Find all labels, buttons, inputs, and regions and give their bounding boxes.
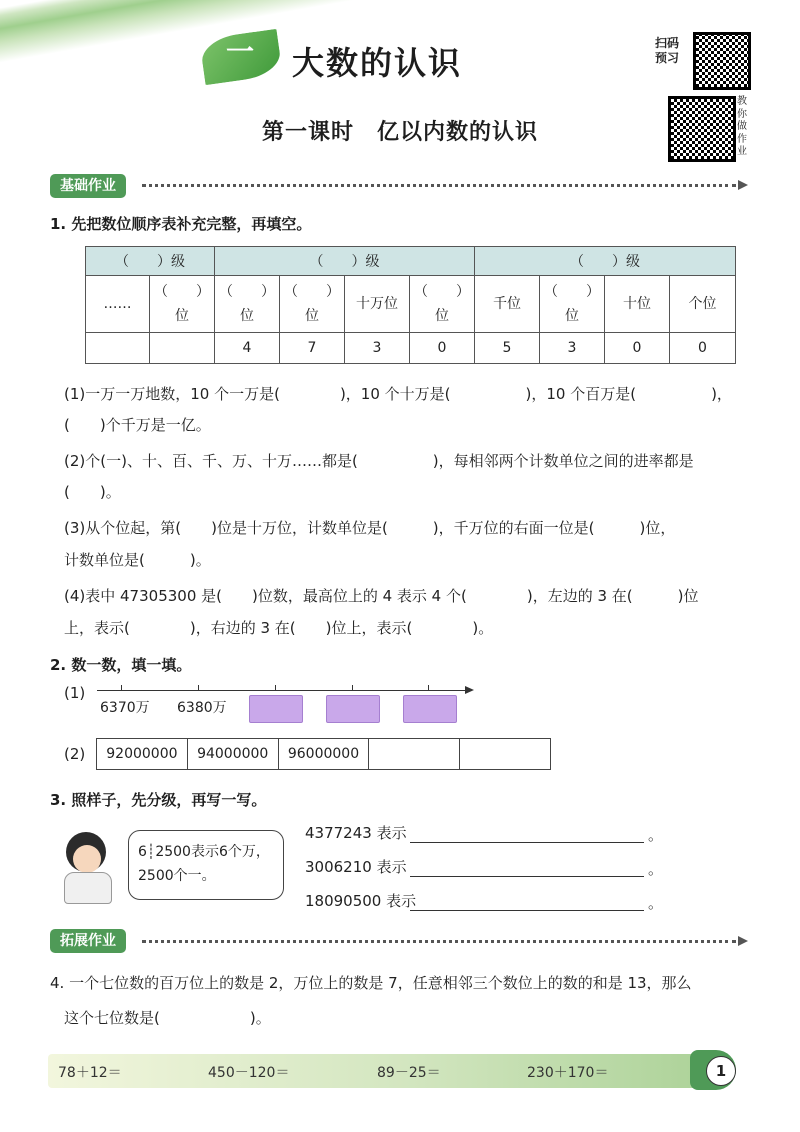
tick-mark	[428, 685, 429, 691]
position-cell[interactable]: （ ）位	[150, 276, 215, 333]
part-label: (1)	[64, 684, 86, 702]
group-header[interactable]: （ ）级	[86, 247, 215, 276]
number-line	[97, 690, 467, 691]
girl-face	[73, 845, 101, 873]
lesson-title: 第一课时 亿以内数的认识	[261, 120, 538, 145]
position-cell[interactable]: （ ）位	[280, 276, 345, 333]
part-label: (2)	[64, 745, 86, 763]
q1-line: (4)表中 47305300 是( )位数，最高位上的 4 表示 4 个( )，左边的 3 在( )位	[64, 587, 699, 605]
q1-line: 上，表示( )，右边的 3 在( )位上，表示( )。	[64, 619, 494, 637]
example-line: 6┊2500表示6个万，	[138, 844, 270, 860]
answer-box[interactable]	[326, 695, 380, 723]
question-4-text: 这个七位数是( )。	[64, 1009, 271, 1027]
question-4-text: 4. 一个七位数的百万位上的数是 2，万位上的数是 7，任意相邻三个数位上的数的和是 13，那么	[50, 974, 692, 992]
position-cell[interactable]: （ ）位	[410, 276, 475, 333]
q3-item-label: 18090500 表示	[305, 892, 417, 910]
girl-body	[64, 872, 112, 904]
sequence-cell: 92000000	[97, 739, 188, 770]
answer-line[interactable]	[410, 910, 644, 911]
numberline-label: 6370万	[100, 700, 150, 716]
position-cell: 十万位	[345, 276, 410, 333]
unit-title: 大数的认识	[292, 44, 463, 82]
digit-cell: 0	[410, 333, 475, 364]
question-2-title: 2. 数一数，填一填。	[50, 656, 192, 674]
sequence-cell[interactable]	[369, 739, 460, 770]
position-cell[interactable]: （ ）位	[215, 276, 280, 333]
digit-cell: 5	[475, 333, 540, 364]
page-number: 1	[706, 1056, 736, 1086]
scan-label: 扫码预习	[655, 36, 680, 65]
group-header[interactable]: （ ）级	[215, 247, 475, 276]
section-tab-basic: 基础作业	[50, 174, 126, 198]
digit-cell: 3	[540, 333, 605, 364]
unit-number: 一	[225, 35, 254, 68]
q3-item-label: 3006210 表示	[305, 858, 407, 876]
example-text	[138, 840, 270, 888]
footer-exercise: 78＋12＝	[58, 1065, 122, 1081]
group-header[interactable]: （ ）级	[475, 247, 736, 276]
q1-line: (1)一万一万地数，10 个一万是( )，10 个十万是( )，10 个百万是( )，	[64, 385, 732, 403]
answer-box[interactable]	[403, 695, 457, 723]
position-cell: ……	[86, 276, 150, 333]
q1-line: (2)个(一)、十、百、千、万、十万……都是( )，每相邻两个计数单位之间的进率都是	[64, 452, 694, 470]
digit-cell: 7	[280, 333, 345, 364]
digit-cell	[86, 333, 150, 364]
tick-mark	[275, 685, 276, 691]
digit-cell: 3	[345, 333, 410, 364]
arrow-right-icon	[465, 686, 474, 694]
q3-item-label: 4377243 表示	[305, 824, 407, 842]
side-label: 教你做作业	[737, 96, 747, 157]
period-mark: 。	[648, 894, 664, 912]
sequence-cell: 94000000	[187, 739, 278, 770]
sequence-cell[interactable]	[460, 739, 551, 770]
tick-mark	[198, 685, 199, 691]
q1-line: (3)从个位起，第( )位是十万位，计数单位是( )，千万位的右面一位是( )位，	[64, 519, 676, 537]
footer-exercise: 450－120＝	[208, 1065, 290, 1081]
section-divider	[142, 184, 736, 187]
sequence-cell: 96000000	[278, 739, 369, 770]
q1-line: ( )个千万是一亿。	[64, 416, 211, 434]
answer-line[interactable]	[410, 842, 644, 843]
footer-exercise: 89－25＝	[377, 1065, 441, 1081]
q1-line: ( )。	[64, 483, 121, 501]
number-sequence-table	[96, 738, 551, 770]
arrow-right-icon	[738, 180, 748, 190]
question-1-title: 1. 先把数位顺序表补充完整，再填空。	[50, 215, 312, 233]
digit-cell: 4	[215, 333, 280, 364]
answer-box[interactable]	[249, 695, 303, 723]
position-cell: 十位	[605, 276, 670, 333]
arrow-right-icon	[738, 936, 748, 946]
tick-mark	[352, 685, 353, 691]
period-mark: 。	[648, 826, 664, 844]
digit-cell	[150, 333, 215, 364]
position-cell[interactable]: （ ）位	[540, 276, 605, 333]
footer-exercise: 230＋170＝	[527, 1065, 609, 1081]
qr-code-icon[interactable]	[693, 32, 751, 90]
digit-cell: 0	[605, 333, 670, 364]
place-value-table	[85, 246, 736, 364]
q1-line: 计数单位是( )。	[64, 551, 211, 569]
numberline-label: 6380万	[177, 700, 227, 716]
period-mark: 。	[648, 860, 664, 878]
position-cell: 个位	[670, 276, 736, 333]
example-line: 2500个一。	[138, 868, 216, 884]
question-3-title: 3. 照样子，先分级，再写一写。	[50, 791, 267, 809]
section-tab-extended: 拓展作业	[50, 929, 126, 953]
section-divider	[142, 940, 736, 943]
tick-mark	[121, 685, 122, 691]
answer-line[interactable]	[410, 876, 644, 877]
digit-cell: 0	[670, 333, 736, 364]
position-cell: 千位	[475, 276, 540, 333]
